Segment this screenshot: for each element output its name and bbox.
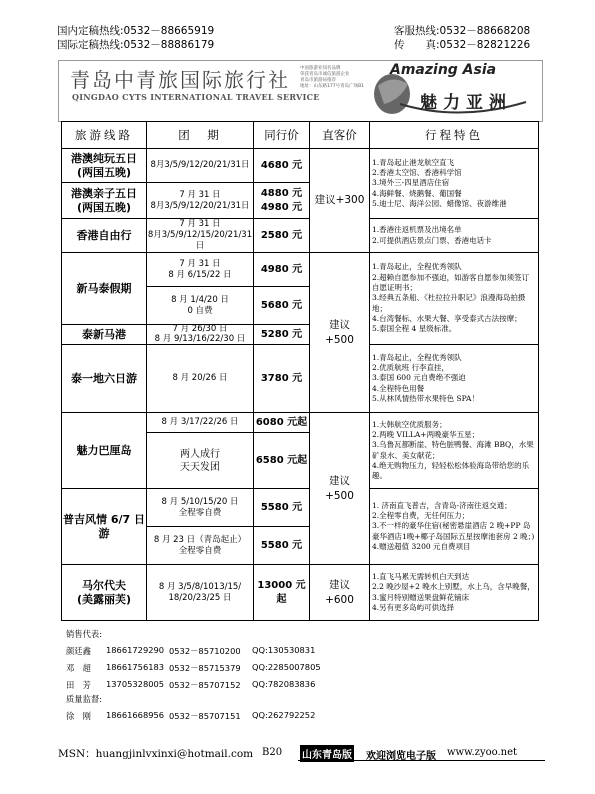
features-cell: 1.香港往返机票及出境名单 2.可提供酒店景点门票、香港电话卡 xyxy=(370,219,539,253)
direct-price-cell: 建议 +600 xyxy=(310,565,370,621)
service-label: 客服热线: xyxy=(394,25,440,37)
direct-price-cell: 建议 +500 xyxy=(310,253,370,413)
footer-website[interactable]: www.zyoo.net xyxy=(447,747,518,758)
period-cell: 8 月 3/5/8/1013/15/ 18/20/23/25 日 xyxy=(147,565,254,621)
period-cell: 7 月 31 日 8月3/5/9/12/20/21/31日 xyxy=(147,183,254,219)
contact-phone: 0532－85707152 xyxy=(169,680,241,690)
price-cell: 4880 元 4980 元 xyxy=(254,183,310,219)
price-cell: 4980 元 xyxy=(254,253,310,287)
logo-text-cn: 魅力亚洲 xyxy=(420,93,512,113)
contact-qq: QQ:2285007805 xyxy=(252,662,321,672)
route-cell: 魅力巴厘岛 xyxy=(62,413,147,489)
direct-price-cell: 建议+300 xyxy=(310,149,370,253)
contact-mobile: 13705328005 xyxy=(106,679,165,689)
company-name-cn: 青岛中青旅国际旅行社 xyxy=(70,68,290,92)
contact-mobile: 18661668956 xyxy=(106,710,165,720)
contact-name: 颜廷鑫 xyxy=(66,646,91,656)
contact-qq: QQ:262792252 xyxy=(252,710,316,720)
service-hotline xyxy=(394,25,530,38)
table-row xyxy=(62,253,539,287)
fax-line xyxy=(394,39,530,52)
contact-qq: QQ:782083836 xyxy=(252,679,316,689)
period-cell: 两人成行 天天发团 xyxy=(147,433,254,489)
route-cell: 普吉风情 6/7 日 游 xyxy=(62,489,147,565)
fax-number: 0532－82821226 xyxy=(439,39,531,51)
contact-qq: QQ:130530831 xyxy=(252,645,316,655)
route-cell: 港澳亲子五日 (两国五晚) xyxy=(62,183,147,219)
price-cell: 4680 元 xyxy=(254,149,310,183)
price-cell: 3780 元 xyxy=(254,345,310,413)
company-info-line: 青岛市旅游局推荐 xyxy=(300,78,336,83)
logo-text-en: Amazing Asia xyxy=(390,62,497,78)
period-cell: 8月3/5/9/12/20/21/31日 xyxy=(147,149,254,183)
features-cell: 1. 济南直飞普吉，含青岛-济南往返交通； 2.全程零自费，无任何压力； 3.不一样的豪华住宿(秘密悬崖酒店 2 晚+PP 岛豪华酒店1晚+椰子岛国际五星按摩池套房 2 晚；) 4.赠送超值 3200 元自费项目 xyxy=(370,489,539,565)
domestic-number: 0532－88665919 xyxy=(123,25,215,37)
contact-row xyxy=(66,645,536,657)
footer-divider xyxy=(298,760,545,761)
features-cell: 1.直飞马累无需转机白天到达 2.2 晚沙屋+2 晚水上别墅，水上乌，含早晚餐， 3.蜜月特别赠送果盘鲜花铺床 4.另有更多岛屿可供选择 xyxy=(370,565,539,621)
company-info-line: 地址：山东路177号青岛广场B1 xyxy=(300,84,365,89)
footer-brand: 山东青岛版 xyxy=(300,745,354,762)
company-info-line: 中国旅游业知名品牌 xyxy=(300,66,341,71)
features-cell: 1.青岛起止，全程优秀领队 2.优质航班 行李直挂， 3.泰国 600 元自费绝不强迫 4.全程特色用餐 5.从林风情热带水果特色 SPA！ xyxy=(370,345,539,413)
tour-table xyxy=(61,121,539,621)
period-cell: 8 月 20/26 日 xyxy=(147,345,254,413)
period-cell: 8 月 5/10/15/20 日 全程零自费 xyxy=(147,489,254,527)
table-row xyxy=(62,345,539,413)
col-header-features: 行程特色 xyxy=(370,122,539,149)
contact-name: 徐 刚 xyxy=(66,711,91,721)
route-cell: 新马泰假期 xyxy=(62,253,147,325)
col-header-period: 团 期 xyxy=(147,122,254,149)
features-cell: 1.青岛起止，全程优秀领队 2.超赖自愿参加不强迫，如游客自愿参加须签订自愿证明书； 3.经典五条船、《杜拉拉升职记》浪漫海岛拍摄地； 4.台湾餐标、水果大餐、享受泰式古法按摩； 5.泰国全程 4 星级标准。 xyxy=(370,253,539,345)
period-cell: 7 月 31 日 8 月 6/15/22 日 xyxy=(147,253,254,287)
international-hotline xyxy=(57,39,214,52)
table-header-row xyxy=(62,122,539,149)
fax-label: 传 真: xyxy=(394,39,440,51)
company-info-line: 荣获青岛市诚信旅游企业 xyxy=(300,72,350,77)
service-number: 0532－88668208 xyxy=(439,25,531,37)
price-cell: 13000 元起 xyxy=(254,565,310,621)
table-row xyxy=(62,413,539,433)
route-cell: 马尔代夫 (美露丽芙) xyxy=(62,565,147,621)
contact-phone: 0532－85707151 xyxy=(169,711,241,721)
contact-name: 邓 超 xyxy=(66,663,91,673)
col-header-direct-price: 直客价 xyxy=(310,122,370,149)
col-header-route: 旅游线路 xyxy=(62,122,147,149)
domestic-hotline xyxy=(57,25,214,38)
route-cell: 泰新马港 xyxy=(62,325,147,345)
contact-phone: 0532－85710200 xyxy=(169,646,241,656)
company-info xyxy=(300,66,370,90)
route-cell: 泰一地六日游 xyxy=(62,345,147,413)
company-name-en: QINGDAO CYTS INTERNATIONAL TRAVEL SERVICE xyxy=(72,92,320,102)
direct-price-cell: 建议 +500 xyxy=(310,413,370,565)
contact-row xyxy=(66,662,536,674)
route-cell: 香港自由行 xyxy=(62,219,147,253)
footer-msn: MSN：huangjinlvxinxi@hotmail.com xyxy=(58,748,254,760)
contact-row xyxy=(66,710,536,722)
table-row xyxy=(62,149,539,183)
price-cell: 5280 元 xyxy=(254,325,310,345)
price-cell: 5580 元 xyxy=(254,489,310,527)
period-cell: 8 月 1/4/20 日 0 自费 xyxy=(147,287,254,325)
sales-label: 销售代表: xyxy=(66,629,102,639)
table-row xyxy=(62,489,539,527)
period-cell: 8 月 23 日（青岛起止） 全程零自费 xyxy=(147,527,254,565)
international-number: 0532－88886179 xyxy=(123,39,215,51)
period-cell: 8 月 3/17/22/26 日 xyxy=(147,413,254,433)
features-cell: 1.青岛起止港龙航空直飞 2.香港太空馆、香港科学馆 3.境外三-四星酒店住宿 4.海鲜餐、烧鹅餐、葡国餐 5.迪士尼、海洋公园、蜡像馆、夜游维港 xyxy=(370,149,539,219)
price-cell: 2580 元 xyxy=(254,219,310,253)
period-cell: 7 月 26/30 日 8 月 9/13/16/22/30 日 xyxy=(147,325,254,345)
features-cell: 1.大韩航空优质服务； 2.两晚 VILLA+两晚豪华五星； 3.乌鲁瓦都断崖、特色脏鸭餐、海滩 BBQ，水果矿泉水、美女献花； 4.绝无购物压力，轻轻松松体验海岛带给您的乐趣。 xyxy=(370,413,539,489)
price-cell: 5580 元 xyxy=(254,527,310,565)
contact-mobile: 18661729290 xyxy=(106,645,165,655)
price-cell: 5680 元 xyxy=(254,287,310,325)
table-row xyxy=(62,219,539,253)
contact-row xyxy=(66,679,536,691)
route-cell: 港澳纯玩五日 (两国五晚) xyxy=(62,149,147,183)
footer-page-number: B20 xyxy=(262,747,283,758)
price-cell: 6580 元起 xyxy=(254,433,310,489)
contact-name: 田 芳 xyxy=(66,680,91,690)
footer-slogan: 欢迎浏览电子版 xyxy=(366,751,436,762)
contact-phone: 0532－85715379 xyxy=(169,663,241,673)
international-label: 国际定稿热线: xyxy=(57,39,124,51)
table-row xyxy=(62,565,539,621)
price-cell: 6080 元起 xyxy=(254,413,310,433)
supervisor-label: 质量监督: xyxy=(66,694,102,704)
contact-mobile: 18661756183 xyxy=(106,662,165,672)
col-header-agent-price: 同行价 xyxy=(254,122,310,149)
domestic-label: 国内定稿热线: xyxy=(57,25,124,37)
period-cell: 7 月 31 日 8月3/5/9/12/15/20/21/31日 xyxy=(147,219,253,251)
